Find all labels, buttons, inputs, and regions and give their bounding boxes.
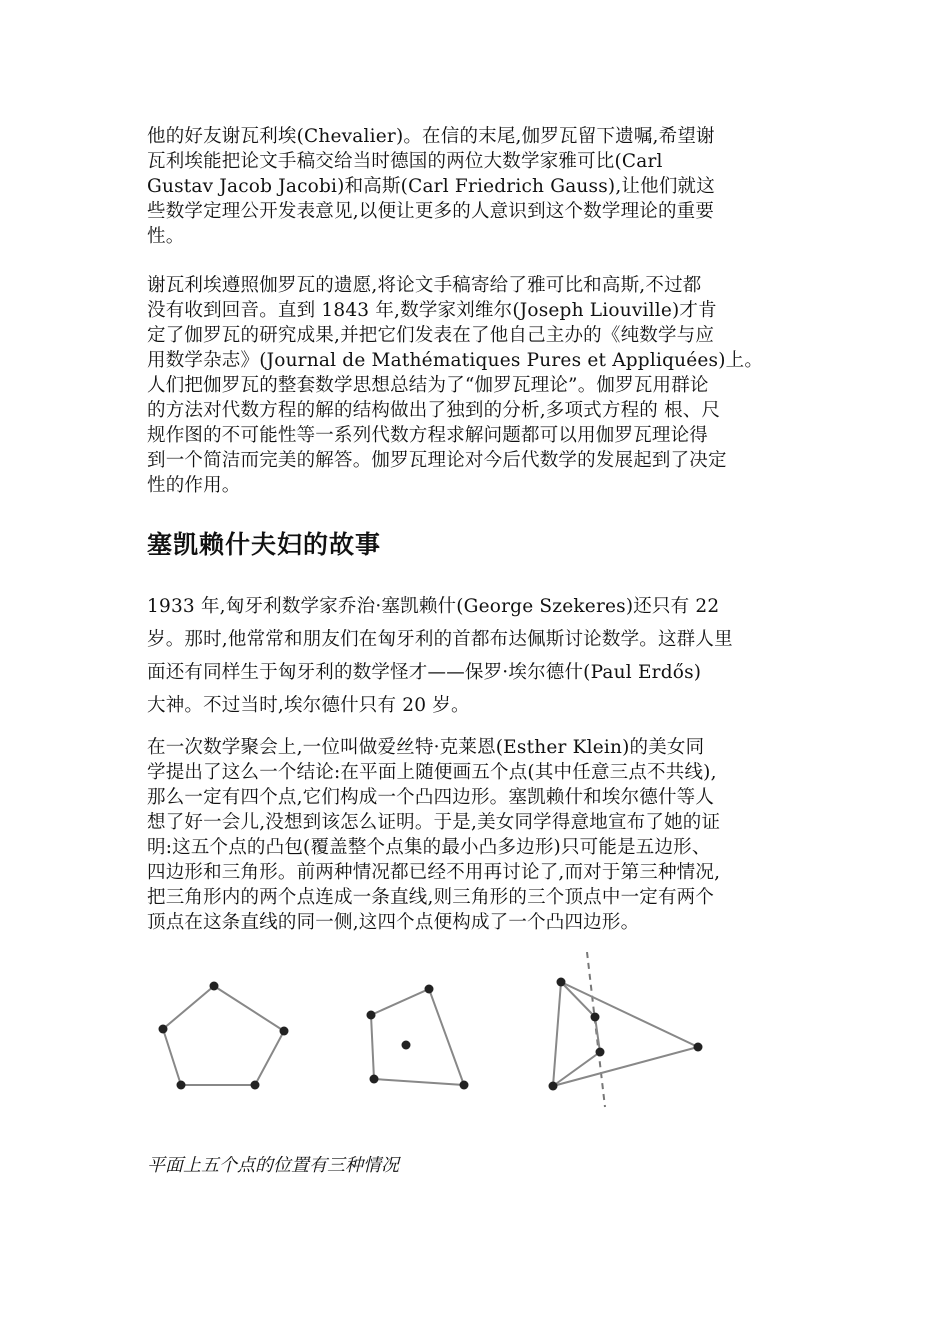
text-line: 规作图的不可能性等一系列代数方程求解问题都可以用伽罗瓦理论得 xyxy=(147,425,709,446)
point xyxy=(159,1025,168,1034)
text-line: 定了伽罗瓦的研究成果,并把它们发表在了他自己主办的《纯数学与应 xyxy=(147,325,715,346)
text-line: 岁。那时,他常常和朋友们在匈牙利的首都布达佩斯讨论数学。这群人里 xyxy=(147,629,733,650)
text-line: 想了好一会儿,没想到该怎么证明。于是,美女同学得意地宣布了她的证 xyxy=(147,812,721,833)
text-line: 性的作用。 xyxy=(147,475,241,496)
pentagon-case xyxy=(159,982,289,1090)
text-line: Gustav Jacob Jacobi)和高斯(Carl Friedrich Gauss),让他们就这 xyxy=(147,176,715,197)
quadrilateral-case xyxy=(367,985,469,1090)
point xyxy=(280,1027,289,1036)
text-line: 在一次数学聚会上,一位叫做爱丝特·克莱恩(Esther Klein)的美女同 xyxy=(147,737,705,758)
point xyxy=(177,1081,186,1090)
section-heading: 塞凯赖什夫妇的故事 xyxy=(147,530,382,559)
point xyxy=(557,978,566,987)
quadrilateral-hull xyxy=(371,989,464,1085)
text-line: 性。 xyxy=(147,226,185,247)
text-line: 瓦利埃能把论文手稿交给当时德国的两位大数学家雅可比(Carl xyxy=(147,151,663,172)
text-line: 用数学杂志》(Journal de Mathématiques Pures et Appliquées)上。 xyxy=(147,350,764,371)
text-line: 1933 年,匈牙利数学家乔治·塞凯赖什(George Szekeres)还只有 22 xyxy=(147,596,720,617)
pentagon-hull xyxy=(163,986,284,1085)
point xyxy=(694,1043,703,1052)
interior-point xyxy=(596,1048,605,1057)
point xyxy=(460,1081,469,1090)
point xyxy=(210,982,219,991)
text-line: 那么一定有四个点,它们构成一个凸四边形。塞凯赖什和埃尔德什等人 xyxy=(147,787,715,808)
text-line: 顶点在这条直线的同一侧,这四个点便构成了一个凸四边形。 xyxy=(147,912,640,933)
text-line: 没有收到回音。直到 1843 年,数学家刘维尔(Joseph Liouville)才肯 xyxy=(147,300,717,321)
paragraph-galois-theory xyxy=(147,273,763,498)
text-line: 人们把伽罗瓦的整套数学思想总结为了“伽罗瓦理论”。伽罗瓦用群论 xyxy=(147,375,709,396)
text-line: 明:这五个点的凸包(覆盖整个点集的最小凸多边形)只可能是五边形、 xyxy=(147,837,711,858)
point xyxy=(370,1075,379,1084)
paragraph-szekeres xyxy=(147,590,733,722)
paragraph-esther-klein xyxy=(147,735,720,935)
five-points-figure xyxy=(147,952,767,1118)
point xyxy=(425,985,434,994)
point xyxy=(251,1081,260,1090)
text-line: 四边形和三角形。前两种情况都已经不用再讨论了,而对于第三种情况, xyxy=(147,862,721,883)
interior-point xyxy=(402,1041,411,1050)
paragraph-chevalier xyxy=(147,124,715,249)
text-line: 把三角形内的两个点连成一条直线,则三角形的三个顶点中一定有两个 xyxy=(147,887,715,908)
text-line: 谢瓦利埃遵照伽罗瓦的遗愿,将论文手稿寄给了雅可比和高斯,不过都 xyxy=(147,275,702,296)
point xyxy=(367,1011,376,1020)
text-line: 他的好友谢瓦利埃(Chevalier)。在信的末尾,伽罗瓦留下遗嘱,希望谢 xyxy=(147,126,715,147)
text-line: 到一个简洁而完美的解答。伽罗瓦理论对今后代数学的发展起到了决定 xyxy=(147,450,727,471)
point xyxy=(549,1082,558,1091)
text-line: 的方法对代数方程的解的结构做出了独到的分析,多项式方程的 根、尺 xyxy=(147,400,721,421)
text-line: 学提出了这么一个结论:在平面上随便画五个点(其中任意三点不共线), xyxy=(147,762,717,783)
text-line: 大神。不过当时,埃尔德什只有 20 岁。 xyxy=(147,695,470,716)
interior-point xyxy=(591,1013,600,1022)
text-line: 些数学定理公开发表意见,以便让更多的人意识到这个数学理论的重要 xyxy=(147,201,715,222)
triangle-case xyxy=(549,952,703,1107)
text-line: 面还有同样生于匈牙利的数学怪才——保罗·埃尔德什(Paul Erdős) xyxy=(147,662,702,683)
figure-caption: 平面上五个点的位置有三种情况 xyxy=(147,1155,399,1176)
